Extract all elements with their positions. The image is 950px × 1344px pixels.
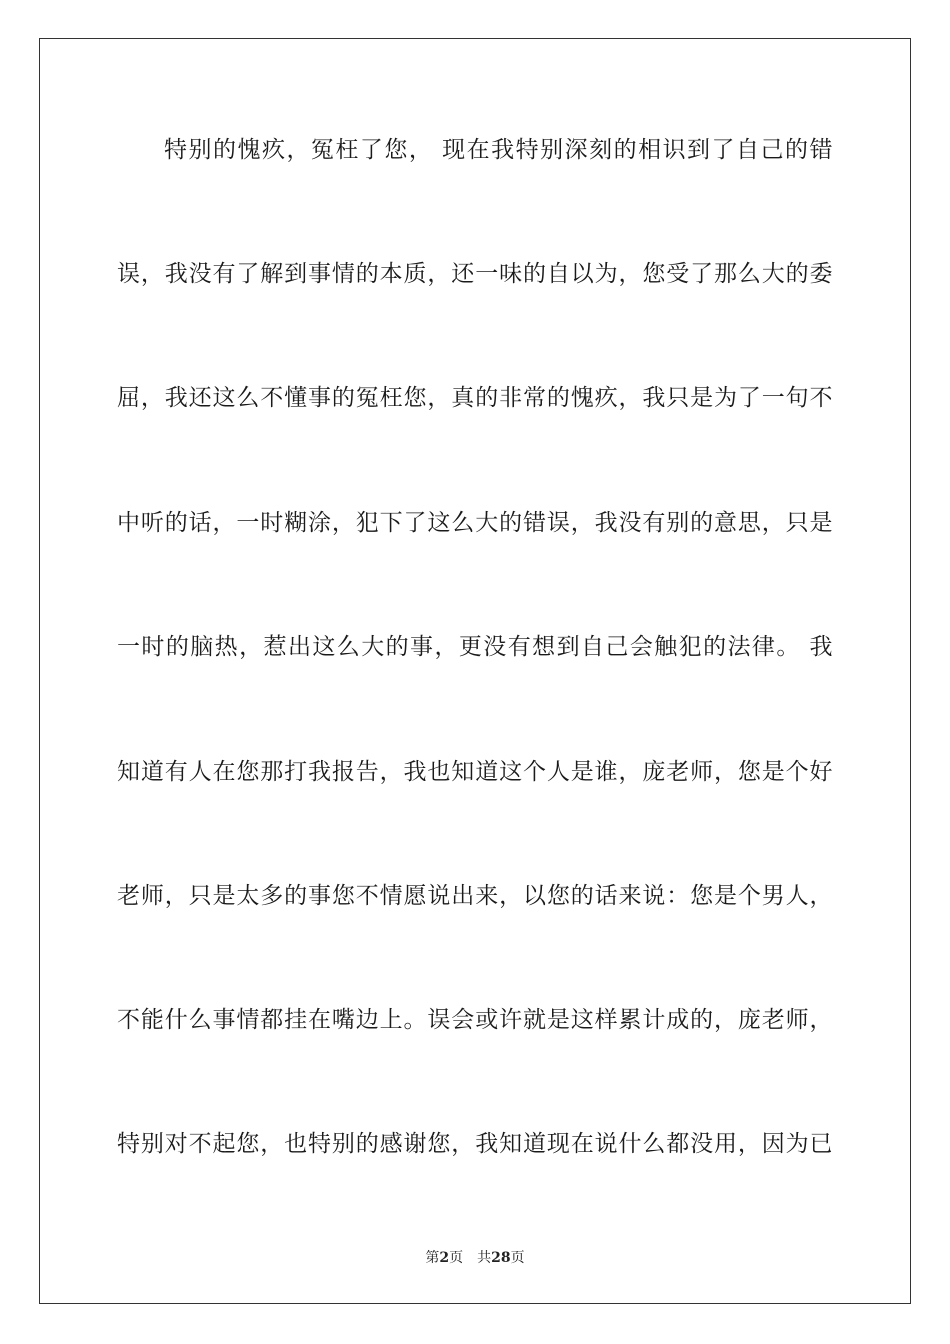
body-line-2: 误，我没有了解到事情的本质，还一味的自以为，您受了那么大的委 [117,261,833,287]
body-line-5: 一时的脑热，惹出这么大的事，更没有想到自己会触犯的法律。 我 [117,634,833,660]
body-line-9: 特别对不起您，也特别的感谢您，我知道现在说什么都没用，因为已 [117,1131,833,1157]
total-prefix: 共 [477,1250,492,1266]
body-line-8: 不能什么事情都挂在嘴边上。误会或许就是这样累计成的，庞老师， [117,1007,833,1033]
body-line-7: 老师，只是太多的事您不情愿说出来，以您的话来说：您是个男人， [117,883,833,909]
total-page-number: 28 [491,1250,511,1266]
current-page-number: 2 [439,1250,450,1266]
total-suffix: 页 [510,1250,525,1266]
page-suffix: 页 [449,1250,464,1266]
body-line-1: 特别的愧疚，冤枉了您， 现在我特别深刻的相识到了自己的错 [164,137,833,163]
body-line-3: 屈，我还这么不懂事的冤枉您，真的非常的愧疚，我只是为了一句不 [117,385,833,411]
page-prefix: 第 [425,1250,440,1266]
body-line-4: 中听的话，一时糊涂，犯下了这么大的错误，我没有别的意思，只是 [117,510,833,536]
page-border [39,38,911,1304]
page-footer [0,1248,950,1268]
body-line-6: 知道有人在您那打我报告，我也知道这个人是谁，庞老师，您是个好 [117,759,833,785]
